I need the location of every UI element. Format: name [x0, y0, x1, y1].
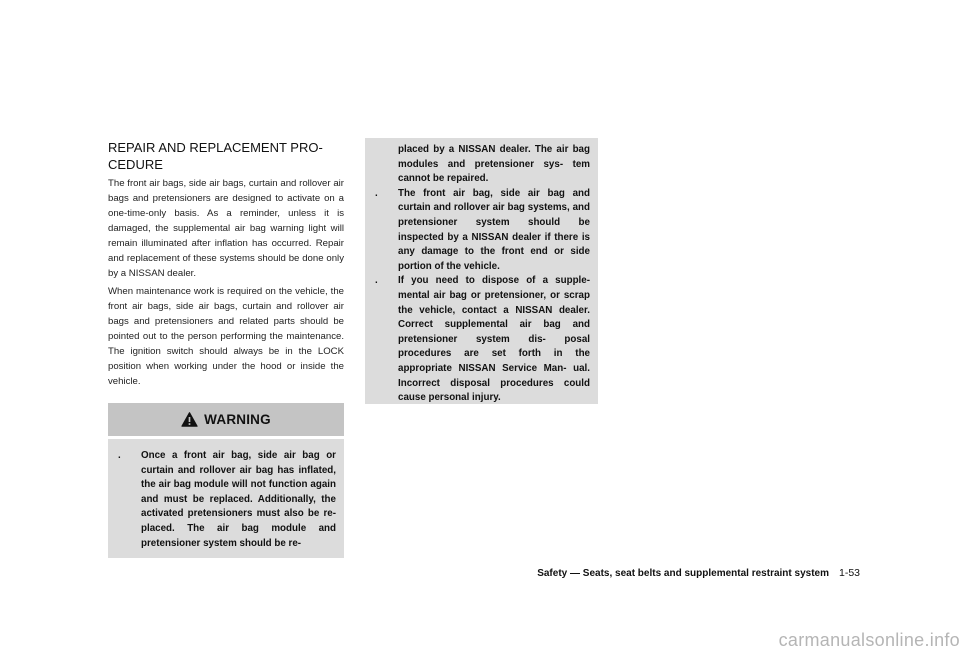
warning-triangle-icon: [181, 412, 198, 427]
watermark: carmanualsonline.info: [778, 630, 960, 650]
body-paragraph-1: The front air bags, side air bags, curtain and rollover air bags and pretensioners are designed to activate on a one-time-only basis. As a reminder, unless it is damaged, the supplemental air bag warning light will remain illuminated after inflation has occurred. Repair and replacement of these systems should be done only by a NISSAN dealer.: [108, 178, 344, 279]
footer-title: Safety — Seats, seat belts and supplemental restraint system: [537, 568, 829, 579]
page-footer: [537, 567, 860, 579]
warning-box: [108, 403, 344, 558]
warning-continuation-box: [365, 138, 598, 404]
body-paragraph-2: When maintenance work is required on the vehicle, the front air bags, side air bags, curtain and rollover air bags and pretensioners and related parts should be pointed out to the person performing the maintenance. The ignition switch should always be in the LOCK position when working under the hood or inside the vehicle.: [108, 286, 344, 387]
warning-title: WARNING: [204, 412, 271, 427]
warning-item-1-continued: placed by a NISSAN dealer. The air bag modules and pretensioner sys- tem cannot be repaired.: [398, 144, 590, 185]
warning-item-2-text: The front air bag, side air bag and curtain and rollover air bag systems, and pretensioner system should be inspected by a NISSAN dealer if there is any damage to the front end or side portion of the vehicle.: [398, 187, 590, 272]
warning-item-1-text: Once a front air bag, side air bag or curtain and rollover air bag has inflated, the air bag module will not function again and must be replaced. Additionally, the activated pretensioners must also be re- placed. The air bag module and pretensioner system should be re-: [141, 450, 336, 549]
warning-item-2: [373, 187, 590, 275]
warning-header: [108, 403, 344, 436]
left-column: [108, 139, 344, 392]
bullet: .: [118, 450, 121, 461]
page-number: 1-53: [838, 567, 860, 579]
bullet: .: [375, 275, 378, 287]
warning-item-3-text: If you need to dispose of a supple- mental air bag or pretensioner, or scrap the vehicle, contact a NISSAN dealer. Correct supplemental air bag and pretensioner system dis- posal procedures are set forth in the appropriate NISSAN Service Man- ual. Incorrect disposal procedures could cause personal injury.: [398, 275, 590, 404]
warning-body: [108, 439, 344, 558]
warning-item-1: [116, 449, 336, 551]
section-heading: REPAIR AND REPLACEMENT PRO- CEDURE: [108, 140, 323, 172]
warning-item-3: [373, 274, 590, 405]
bullet: .: [375, 187, 378, 199]
